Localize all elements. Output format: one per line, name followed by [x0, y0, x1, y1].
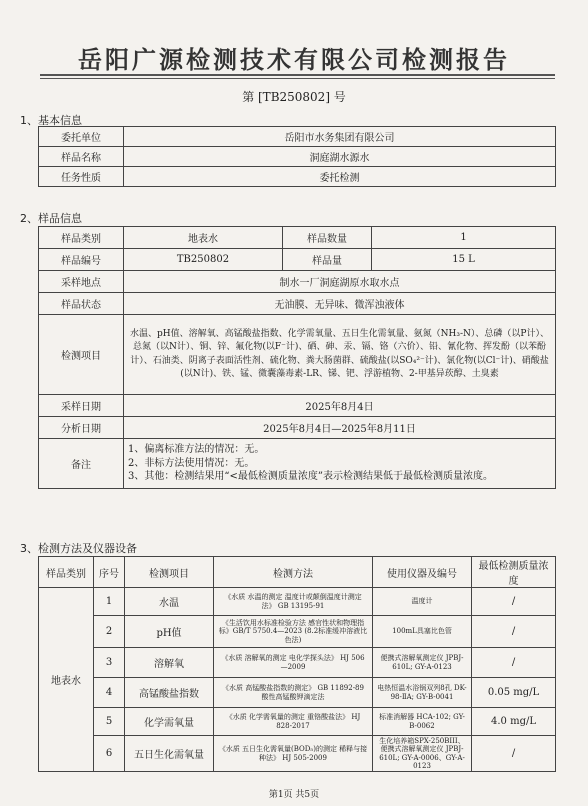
task-label: 任务性质	[39, 167, 124, 187]
table-row	[39, 293, 556, 315]
report-title: 岳阳广源检测技术有限公司检测报告	[78, 46, 510, 74]
sample-date-label: 采样日期	[39, 395, 124, 417]
row-method: 《水质 化学需氧量的测定 重铬酸盐法》 HJ 828-2017	[214, 708, 373, 736]
row-no: 6	[94, 736, 125, 772]
site-value: 制水一厂洞庭湖原水取水点	[124, 271, 556, 293]
col-header: 最低检测质量浓度	[472, 557, 556, 588]
table-row	[39, 147, 556, 167]
sample-type-label: 样品类别	[39, 227, 124, 249]
row-limit: /	[472, 616, 556, 648]
title-rule	[40, 74, 555, 76]
row-method: 《生活饮用水标准检验方法 感官性状和物理指标》GB/T 5750.4—2023 (8.2标准缓冲溶液比色法)	[214, 616, 373, 648]
row-no: 5	[94, 708, 125, 736]
sample-date-value: 2025年8月4日	[124, 395, 556, 417]
remark-line: 3、其他：检测结果用“<最低检测质量浓度”表示检测结果低于最低检测质量浓度。	[128, 471, 493, 483]
page-footer: 第1页 共5页	[268, 790, 320, 800]
table-row	[39, 315, 556, 395]
row-no: 1	[94, 588, 125, 616]
table-row	[39, 227, 556, 249]
table-row	[39, 678, 556, 708]
client-value: 岳阳市水务集团有限公司	[124, 127, 556, 147]
row-item: pH值	[125, 616, 214, 648]
method-table	[38, 556, 556, 772]
items-label: 检测项目	[39, 315, 124, 395]
row-item: 化学需氧量	[125, 708, 214, 736]
table-row	[39, 395, 556, 417]
client-label: 委托单位	[39, 127, 124, 147]
sample-amount-label: 样品量	[283, 249, 372, 271]
row-method: 《水质 高锰酸盐指数的测定》 GB 11892-89 酸性高锰酸钾滴定法	[214, 678, 373, 708]
table-row	[39, 648, 556, 678]
row-instrument: 电热恒温水浴锅双列8孔 DK-98-ⅡA; GY-B-0041	[373, 678, 472, 708]
sample-amount-value: 15 L	[372, 249, 556, 271]
basic-info-table	[38, 126, 556, 187]
analysis-date-label: 分析日期	[39, 417, 124, 439]
row-instrument: 标准消解器 HCA-102; GY-B-0062	[373, 708, 472, 736]
sample-info-table	[38, 226, 556, 489]
col-header: 检测项目	[125, 557, 214, 588]
table-row	[39, 249, 556, 271]
row-no: 4	[94, 678, 125, 708]
remark-label: 备注	[39, 439, 124, 489]
row-item: 高锰酸盐指数	[125, 678, 214, 708]
table-row	[39, 708, 556, 736]
sample-qty-value: 1	[372, 227, 556, 249]
title-rule-thin	[40, 78, 555, 79]
sample-name-value: 洞庭湖水源水	[124, 147, 556, 167]
sample-no-label: 样品编号	[39, 249, 124, 271]
task-value: 委托检测	[124, 167, 556, 187]
section3-heading: 3、检测方法及仪器设备	[20, 542, 137, 555]
row-limit: 0.05 mg/L	[472, 678, 556, 708]
row-item: 溶解氧	[125, 648, 214, 678]
row-limit: /	[472, 648, 556, 678]
row-instrument: 100mL具塞比色管	[373, 616, 472, 648]
col-header: 使用仪器及编号	[373, 557, 472, 588]
sample-no-value: TB250802	[124, 249, 283, 271]
row-instrument: 便携式溶解氧测定仪 JPBJ-610L; GY-A-0123	[373, 648, 472, 678]
category-cell: 地表水	[39, 588, 94, 772]
table-row	[39, 588, 556, 616]
section2-heading: 2、样品信息	[20, 212, 82, 225]
row-method: 《水质 溶解氧的测定 电化学探头法》 HJ 506—2009	[214, 648, 373, 678]
remark-line: 2、非标方法使用情况：无。	[128, 457, 255, 469]
state-label: 样品状态	[39, 293, 124, 315]
row-no: 3	[94, 648, 125, 678]
table-row	[39, 271, 556, 293]
col-header: 序号	[94, 557, 125, 588]
col-header: 样品类别	[39, 557, 94, 588]
report-number: 第 [TB250802] 号	[242, 90, 346, 104]
remark-value	[124, 439, 556, 489]
state-value: 无油膜、无异味、微浑浊液体	[124, 293, 556, 315]
sample-qty-label: 样品数量	[283, 227, 372, 249]
section1-heading: 1、基本信息	[20, 114, 82, 127]
row-instrument: 温度计	[373, 588, 472, 616]
items-value: 水温、pH值、溶解氧、高锰酸盐指数、化学需氧量、五日生化需氧量、氨氮（NH₃-N）、总磷（以P计）、总氮（以N计）、铜、锌、氟化物(以F⁻计)、硒、砷、汞、镉、铬（六价）、铅、氰化物、挥发酚（以苯酚计）、石油类、阴离子表面活性剂、硫化物、粪大肠菌群、硫酸盐(以SO₄²⁻计)、氯化物(以Cl⁻计)、硝酸盐(以N计)、铁、锰、微囊藻毒素-LR、锑、钯、浮游植物、2-甲基异莰醇、土臭素	[124, 315, 556, 395]
row-item: 五日生化需氧量	[125, 736, 214, 772]
site-label: 采样地点	[39, 271, 124, 293]
row-method: 《水质 水温的测定 温度计或颠倒温度计测定法》 GB 13195-91	[214, 588, 373, 616]
col-header: 检测方法	[214, 557, 373, 588]
table-row	[39, 616, 556, 648]
table-row	[39, 167, 556, 187]
table-row	[39, 736, 556, 772]
analysis-date-value: 2025年8月4日—2025年8月11日	[124, 417, 556, 439]
row-limit: 4.0 mg/L	[472, 708, 556, 736]
table-row	[39, 439, 556, 489]
row-instrument: 生化培养箱SPX-250BIII、便携式溶解氧测定仪 JPBJ-610L; GY-A-0006、GY-A-0123	[373, 736, 472, 772]
sample-name-label: 样品名称	[39, 147, 124, 167]
table-header-row	[39, 557, 556, 588]
table-row	[39, 127, 556, 147]
row-limit: /	[472, 736, 556, 772]
remark-line: 1、偏离标准方法的情况：无。	[128, 444, 265, 456]
sample-type-value: 地表水	[124, 227, 283, 249]
row-method: 《水质 五日生化需氧量(BOD₅)的测定 稀释与接种法》 HJ 505-2009	[214, 736, 373, 772]
row-item: 水温	[125, 588, 214, 616]
row-no: 2	[94, 616, 125, 648]
row-limit: /	[472, 588, 556, 616]
table-row	[39, 417, 556, 439]
